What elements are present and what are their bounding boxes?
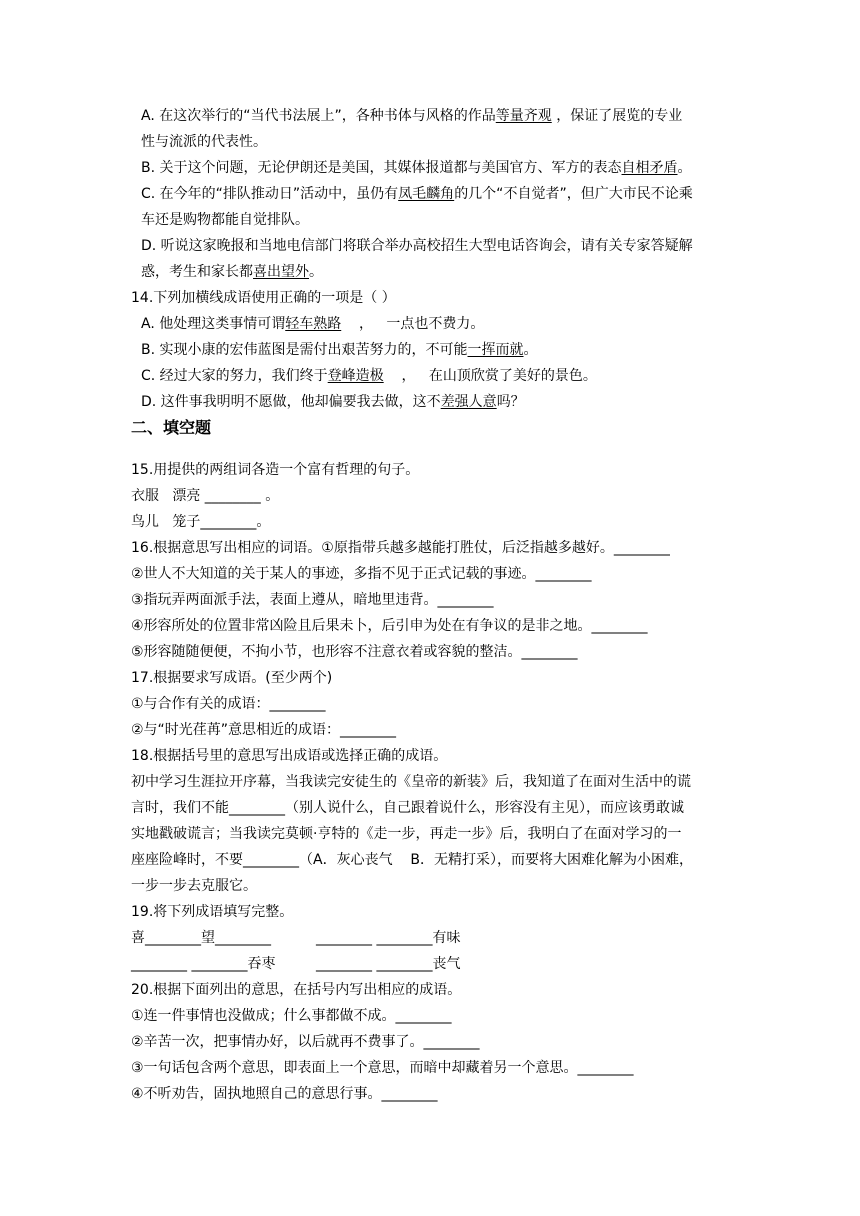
q16-line1: 16.根据意思写出相应的词语。①原指带兵越多越能打胜仗，后泛指越多越好。________ xyxy=(131,540,670,556)
q18-passage-line2: 言时，我们不能________（别人说什么，自己跟着说什么，形容没有主见），而应该勇敢诚 xyxy=(131,800,684,816)
text: 吗？ xyxy=(496,394,525,410)
q19-stem: 19.将下列成语填写完整。 xyxy=(131,904,294,920)
underlined-idiom: 凤毛麟角 xyxy=(398,186,455,202)
q19-idiom-3: ________ ________吞枣 xyxy=(131,956,276,972)
text: ， 在山顶欣赏了美好的景色。 xyxy=(383,368,597,384)
underlined-idiom: 一挥而就 xyxy=(467,342,524,358)
q13-option-c-line2: 车还是购物都能自觉排队。 xyxy=(141,212,309,228)
underlined-idiom: 登峰造极 xyxy=(327,368,384,384)
q18-stem: 18.根据括号里的意思写出成语或选择正确的成语。 xyxy=(131,748,448,764)
underlined-idiom: 喜出望外 xyxy=(253,264,309,280)
text: A. 他处理这类事情可谓 xyxy=(141,316,286,332)
q19-idiom-4: ________ ________丧气 xyxy=(316,956,461,972)
q16-line5: ⑤形容随随便便，不拘小节，也形容不注意衣着或容貌的整洁。________ xyxy=(131,644,578,660)
underlined-idiom: 等量齐观 xyxy=(495,108,552,124)
q14-stem: 14.下列加横线成语使用正确的一项是（ ） xyxy=(131,290,396,306)
q15-line2: 鸟儿 笼子________。 xyxy=(131,514,271,530)
q20-line4: ④不听劝告，固执地照自己的意思行事。________ xyxy=(131,1086,438,1102)
q18-passage-line3: 实地戳破谎言；当我读完莫顿·亨特的《走一步，再走一步》后，我明白了在面对学习的一 xyxy=(131,826,682,842)
text: ， 一点也不费力。 xyxy=(341,316,485,332)
q14-option-d xyxy=(141,393,525,411)
text: C. 在今年的“排队推动日”活动中，虽仍有 xyxy=(141,186,399,202)
q16-line3: ③指玩弄两面派手法，表面上遵从，暗地里违背。________ xyxy=(131,592,494,608)
q15-stem: 15.用提供的两组词各造一个富有哲理的句子。 xyxy=(131,462,420,478)
q13-option-b xyxy=(141,159,692,177)
q14-option-c xyxy=(141,367,597,385)
q13-option-d-line1: D. 听说这家晚报和当地电信部门将联合举办高校招生大型电话咨询会，请有关专家答疑解 xyxy=(141,238,693,254)
text: ，保证了展览的专业 xyxy=(551,108,683,124)
text: 。 xyxy=(309,264,323,280)
q19-idiom-1: 喜________望________ xyxy=(131,930,271,946)
underlined-idiom: 差强人意 xyxy=(440,394,497,410)
q13-option-a-line1 xyxy=(141,107,682,125)
text: C. 经过大家的努力，我们终于 xyxy=(141,368,328,384)
section-heading: 二、填空题 xyxy=(131,418,212,437)
q20-line1: ①连一件事情也没做成；什么事都做不成。________ xyxy=(131,1008,452,1024)
underlined-idiom: 自相矛盾 xyxy=(621,160,678,176)
q14-option-b xyxy=(141,341,538,359)
q18-passage-line1: 初中学习生涯拉开序幕，当我读完安徒生的《皇帝的新装》后，我知道了在面对生活中的谎 xyxy=(131,774,691,790)
text: 的几个“不自觉者”，但广大市民不论乘 xyxy=(454,186,693,202)
q13-option-c-line1 xyxy=(141,185,693,203)
text: 。 xyxy=(677,160,692,176)
text: 惑，考生和家长都 xyxy=(141,264,253,280)
text: 。 xyxy=(523,342,538,358)
q17-stem: 17.根据要求写成语。(至少两个) xyxy=(131,670,333,686)
q15-line1: 衣服 漂亮 ________ 。 xyxy=(131,488,280,504)
q17-line2: ②与“时光荏苒”意思相近的成语：________ xyxy=(131,722,397,738)
q18-passage-line5: 一步一步去克服它。 xyxy=(131,878,257,894)
q16-line2: ②世人不大知道的关于某人的事迹，多指不见于正式记载的事迹。________ xyxy=(131,566,592,582)
q13-option-d-line2 xyxy=(141,263,323,281)
q18-passage-line4: 座座险峰时，不要________（A．灰心丧气 B．无精打采），而要将大困难化解为小困难， xyxy=(131,852,693,868)
q20-stem: 20.根据下面列出的意思，在括号内写出相应的成语。 xyxy=(131,982,462,998)
q14-option-a xyxy=(141,315,484,333)
text: B. 关于这个问题，无论伊朗还是美国，其媒体报道都与美国官方、军方的表态 xyxy=(141,160,622,176)
text: B. 实现小康的宏伟蓝图是需付出艰苦努力的，不可能 xyxy=(141,342,468,358)
q16-line4: ④形容所处的位置非常凶险且后果未卜，后引申为处在有争议的是非之地。________ xyxy=(131,618,648,634)
q17-line1: ①与合作有关的成语：________ xyxy=(131,696,326,712)
q20-line2: ②辛苦一次，把事情办好，以后就再不费事了。________ xyxy=(131,1034,480,1050)
underlined-idiom: 轻车熟路 xyxy=(285,316,342,332)
q20-line3: ③一句话包含两个意思，即表面上一个意思，而暗中却藏着另一个意思。________ xyxy=(131,1060,634,1076)
q19-idiom-2: ________ ________有味 xyxy=(316,930,461,946)
q13-option-a-line2: 性与流派的代表性。 xyxy=(141,134,267,150)
text: D. 这件事我明明不愿做，他却偏要我去做，这不 xyxy=(141,394,441,410)
text: A. 在这次举行的“当代书法展上”，各种书体与风格的作品 xyxy=(141,108,496,124)
